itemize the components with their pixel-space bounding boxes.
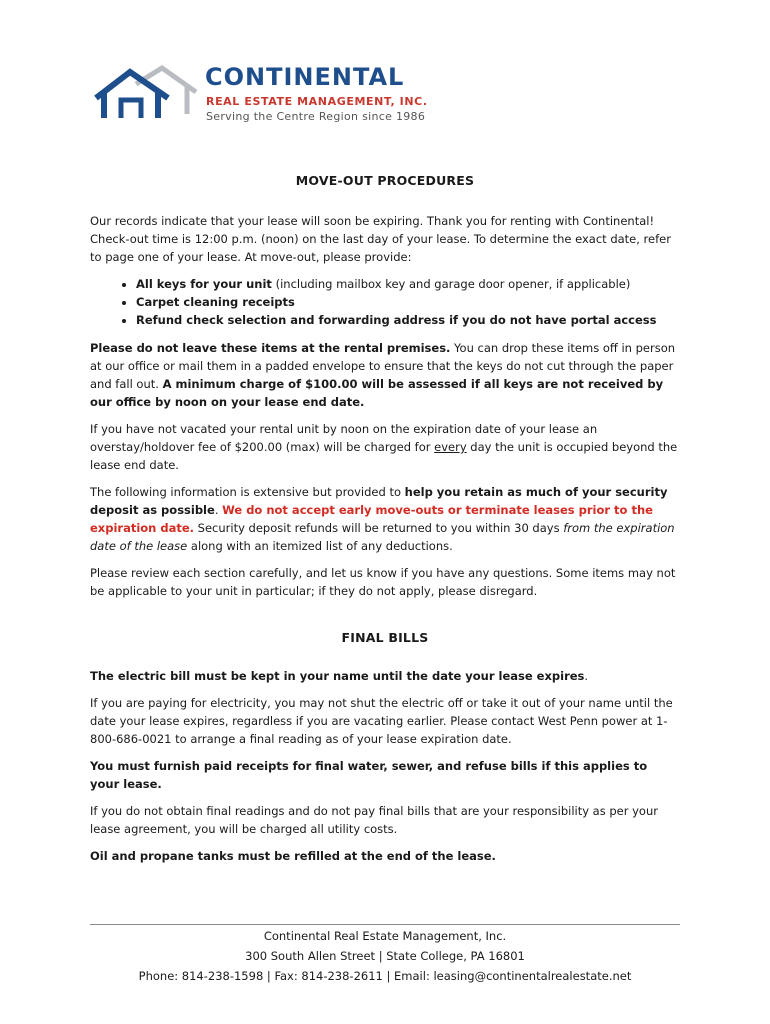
holdover-paragraph <box>90 420 680 474</box>
logo-tagline: Serving the Centre Region since 1986 <box>206 110 426 123</box>
keys-warning: Please do not leave these items at the rental premises. <box>90 341 451 355</box>
list-item-bold: Refund check selection and forwarding address if you do not have portal access <box>136 313 657 327</box>
keys-text: You can drop these items off in person at our office or mail them in a padded envelope to ensure that the keys do not cut through the paper and fall out. <box>90 341 676 391</box>
holdover-text-a: If you have not vacated your rental unit by noon on the expiration date of your lease an overstay/holdover fee of $200.00 (max) will be charged for <box>90 422 598 454</box>
tanks-paragraph <box>90 847 680 865</box>
list-item-bold: All keys for your unit <box>136 277 272 291</box>
holdover-text-b: day the unit is occupied beyond the lease end date. <box>90 440 678 472</box>
utility-costs-paragraph: If you do not obtain final readings and do not pay final bills that are your responsibility as per your lease agreement, you will be charged all utility costs. <box>90 804 658 836</box>
houses-logo-icon <box>92 62 202 128</box>
deposit-text-b: Security deposit refunds will be returned to you within 30 days <box>194 521 564 535</box>
provide-list <box>90 275 680 329</box>
list-item-text: (including mailbox key and garage door opener, if applicable) <box>271 277 631 291</box>
list-item <box>136 293 680 311</box>
list-item <box>136 275 680 293</box>
deposit-paragraph <box>90 483 680 555</box>
intro-paragraph: Our records indicate that your lease will soon be expiring. Thank you for renting with Continental! Check-out time is 12:00 p.m. (noon) on the last day of your lease. To determine the exact date, refer to page one of your lease. At move-out, please provide: <box>90 214 671 264</box>
electricity-paragraph: If you are paying for electricity, you may not shut the electric off or take it out of your name until the date your lease expires, regardless if you are vacating earlier. Please contact West Penn power at 1-800-686-0021 to arrange a final reading as of your lease expiration date. <box>90 696 673 746</box>
footer-divider <box>90 924 680 925</box>
footer <box>90 926 680 986</box>
deposit-text-c: along with an itemized list of any deductions. <box>187 539 453 553</box>
footer-contact: Phone: 814-238-1598 | Fax: 814-238-2611 | Email: leasing@continentalrealestate.net <box>138 969 632 983</box>
deposit-bold: help you retain as much of your security deposit as possible <box>90 485 668 517</box>
section-title-move-out: MOVE-OUT PROCEDURES <box>295 173 475 188</box>
section-title-final-bills: FINAL BILLS <box>341 630 429 645</box>
receipts-bold: You must furnish paid receipts for final water, sewer, and refuse bills if this applies to your lease. <box>90 759 648 791</box>
review-paragraph: Please review each section carefully, and let us know if you have any questions. Some items may not be applicable to your unit in particular; if they do not apply, please disregard. <box>90 566 676 598</box>
document-body <box>90 172 680 874</box>
receipts-paragraph <box>90 757 680 793</box>
deposit-italic: from the expiration date of the lease <box>90 521 675 553</box>
electric-paragraph <box>90 667 680 685</box>
holdover-every: every <box>434 440 467 454</box>
deposit-text-a: The following information is extensive but provided to <box>90 485 405 499</box>
tanks-bold: Oil and propane tanks must be refilled at the end of the lease. <box>90 849 496 863</box>
keys-charge: A minimum charge of $100.00 will be assessed if all keys are not received by our office by noon on your lease end date. <box>90 377 664 409</box>
deposit-dot: . <box>214 503 223 517</box>
list-item-bold: Carpet cleaning receipts <box>136 295 295 309</box>
early-moveout-warning: We do not accept early move-outs or terminate leases prior to the expiration date. <box>90 503 653 535</box>
list-item <box>136 311 680 329</box>
company-logo <box>92 62 428 134</box>
keys-paragraph <box>90 339 680 411</box>
electric-dot: . <box>584 669 589 683</box>
logo-subtitle: REAL ESTATE MANAGEMENT, INC. <box>206 95 428 108</box>
footer-address: 300 South Allen Street | State College, PA 16801 <box>245 949 525 963</box>
electric-bold: The electric bill must be kept in your name until the date your lease expires <box>90 669 585 683</box>
logo-company-name: CONTINENTAL <box>205 63 405 91</box>
footer-company: Continental Real Estate Management, Inc. <box>263 929 507 943</box>
